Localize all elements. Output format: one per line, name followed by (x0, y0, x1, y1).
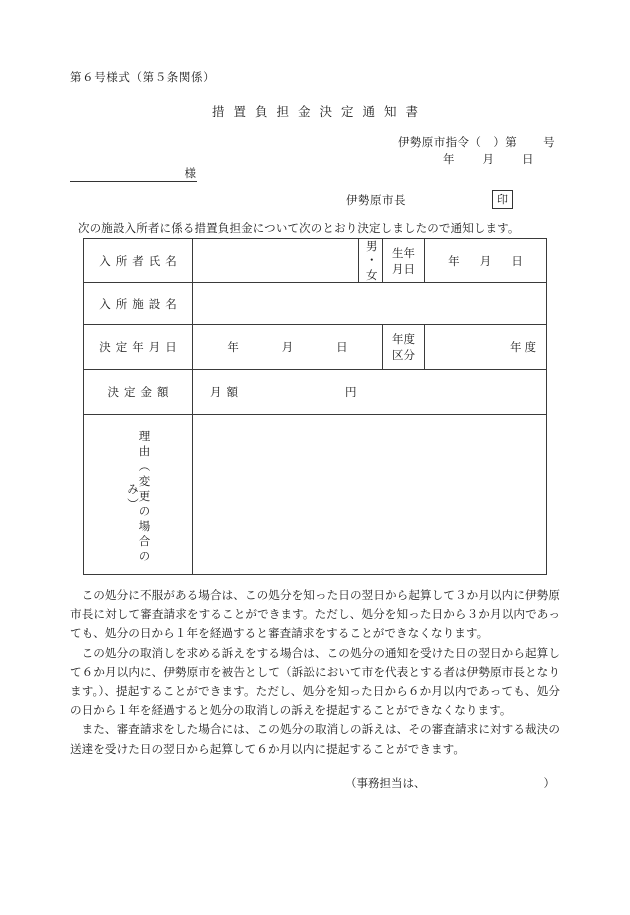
currency-unit: 円 (345, 385, 357, 400)
issue-number-prefix: 伊勢原市指令（ (398, 135, 482, 149)
document-title: 措置負担金決定通知書 (211, 104, 427, 119)
sex-label[interactable] (359, 239, 383, 283)
table-row (84, 415, 547, 575)
issue-date-day: 日 (522, 152, 534, 166)
birthdate-value[interactable] (425, 239, 547, 283)
contact-note-close: ） (543, 776, 555, 790)
notice-paragraph-2: この処分の取消しを求める訴えをする場合は、この処分の通知を受けた日の翌日から起算して６か月以内に、伊勢原市を被告として（訴訟において市を代表とする者は伊勢原市長となります。）、提起することができます。ただし、処分を知った日から６か月以内であっても、処分の日から１年を経過すると処分の取消しの訴えを提起することができなくなります。 (70, 645, 560, 718)
notice-paragraph-3: また、審査請求をした場合には、この処分の取消しの訴えは、その審査請求に対する裁決の送達を受けた日の翌日から起算して６か月以内に提起することができます。 (70, 722, 560, 756)
decision-amount-label: 決定金額 (84, 370, 193, 415)
addressee-suffix: 様 (184, 166, 196, 180)
decision-date-year: 年 (227, 340, 239, 355)
decision-date-month: 月 (281, 340, 294, 355)
birthdate-year: 年 (448, 253, 460, 268)
form-number: 第６号様式（第５条関係） (70, 70, 216, 84)
sex-male: 男 (366, 239, 378, 253)
reason-label (84, 415, 193, 575)
issue-date-month: 月 (482, 152, 494, 166)
issuer-name: 伊勢原市長 (346, 193, 406, 207)
notice-paragraph-1: この処分に不服がある場合は、この処分を知った日の翌日から起算して３か月以内に伊勢原市長に対して審査請求をすることができます。ただし、処分を知った日から３か月以内であっても、処分の日から１年を経過すると審査請求をすることができなくなります。 (70, 588, 560, 641)
contact-note-open: （事務担当は、 (345, 776, 426, 790)
addressee-field[interactable] (70, 165, 197, 182)
birthdate-day: 日 (511, 253, 523, 268)
decision-table (83, 238, 547, 575)
birthdate-label: 生年月日 (383, 239, 425, 283)
decision-date-label: 決定年月日 (84, 325, 193, 370)
table-row (84, 283, 547, 325)
decision-date-value[interactable] (193, 325, 383, 370)
reason-value[interactable] (193, 415, 547, 575)
table-row (84, 370, 547, 415)
seal-box: 印 (492, 190, 513, 209)
issue-number-line (398, 134, 555, 150)
resident-name-label: 入所者氏名 (84, 239, 193, 283)
resident-name-value[interactable] (193, 239, 359, 283)
facility-name-value[interactable] (193, 283, 547, 325)
issue-date-year: 年 (443, 152, 455, 166)
lead-sentence: 次の施設入所者に係る措置負担金について次のとおり決定しましたので通知します。 (78, 221, 520, 235)
table-row (84, 239, 547, 283)
contact-note (345, 775, 555, 791)
decision-amount-value[interactable] (193, 370, 547, 415)
facility-name-label: 入所施設名 (84, 283, 193, 325)
fiscal-year-value[interactable]: 年度 (425, 325, 547, 370)
notice-section (70, 586, 560, 759)
fiscal-year-label: 年度区分 (383, 325, 425, 370)
sex-female: 女 (366, 267, 378, 282)
reason-label-text: 理由（変更の場合のみ） (126, 430, 152, 566)
issue-number-middle: ）第 (493, 135, 518, 149)
sex-separator: ・ (366, 253, 378, 268)
birthdate-month: 月 (479, 253, 492, 268)
issue-number-suffix: 号 (543, 135, 556, 149)
decision-date-day: 日 (336, 340, 348, 355)
table-row (84, 325, 547, 370)
monthly-amount-label: 月額 (210, 385, 243, 400)
issue-date-line (443, 151, 534, 167)
